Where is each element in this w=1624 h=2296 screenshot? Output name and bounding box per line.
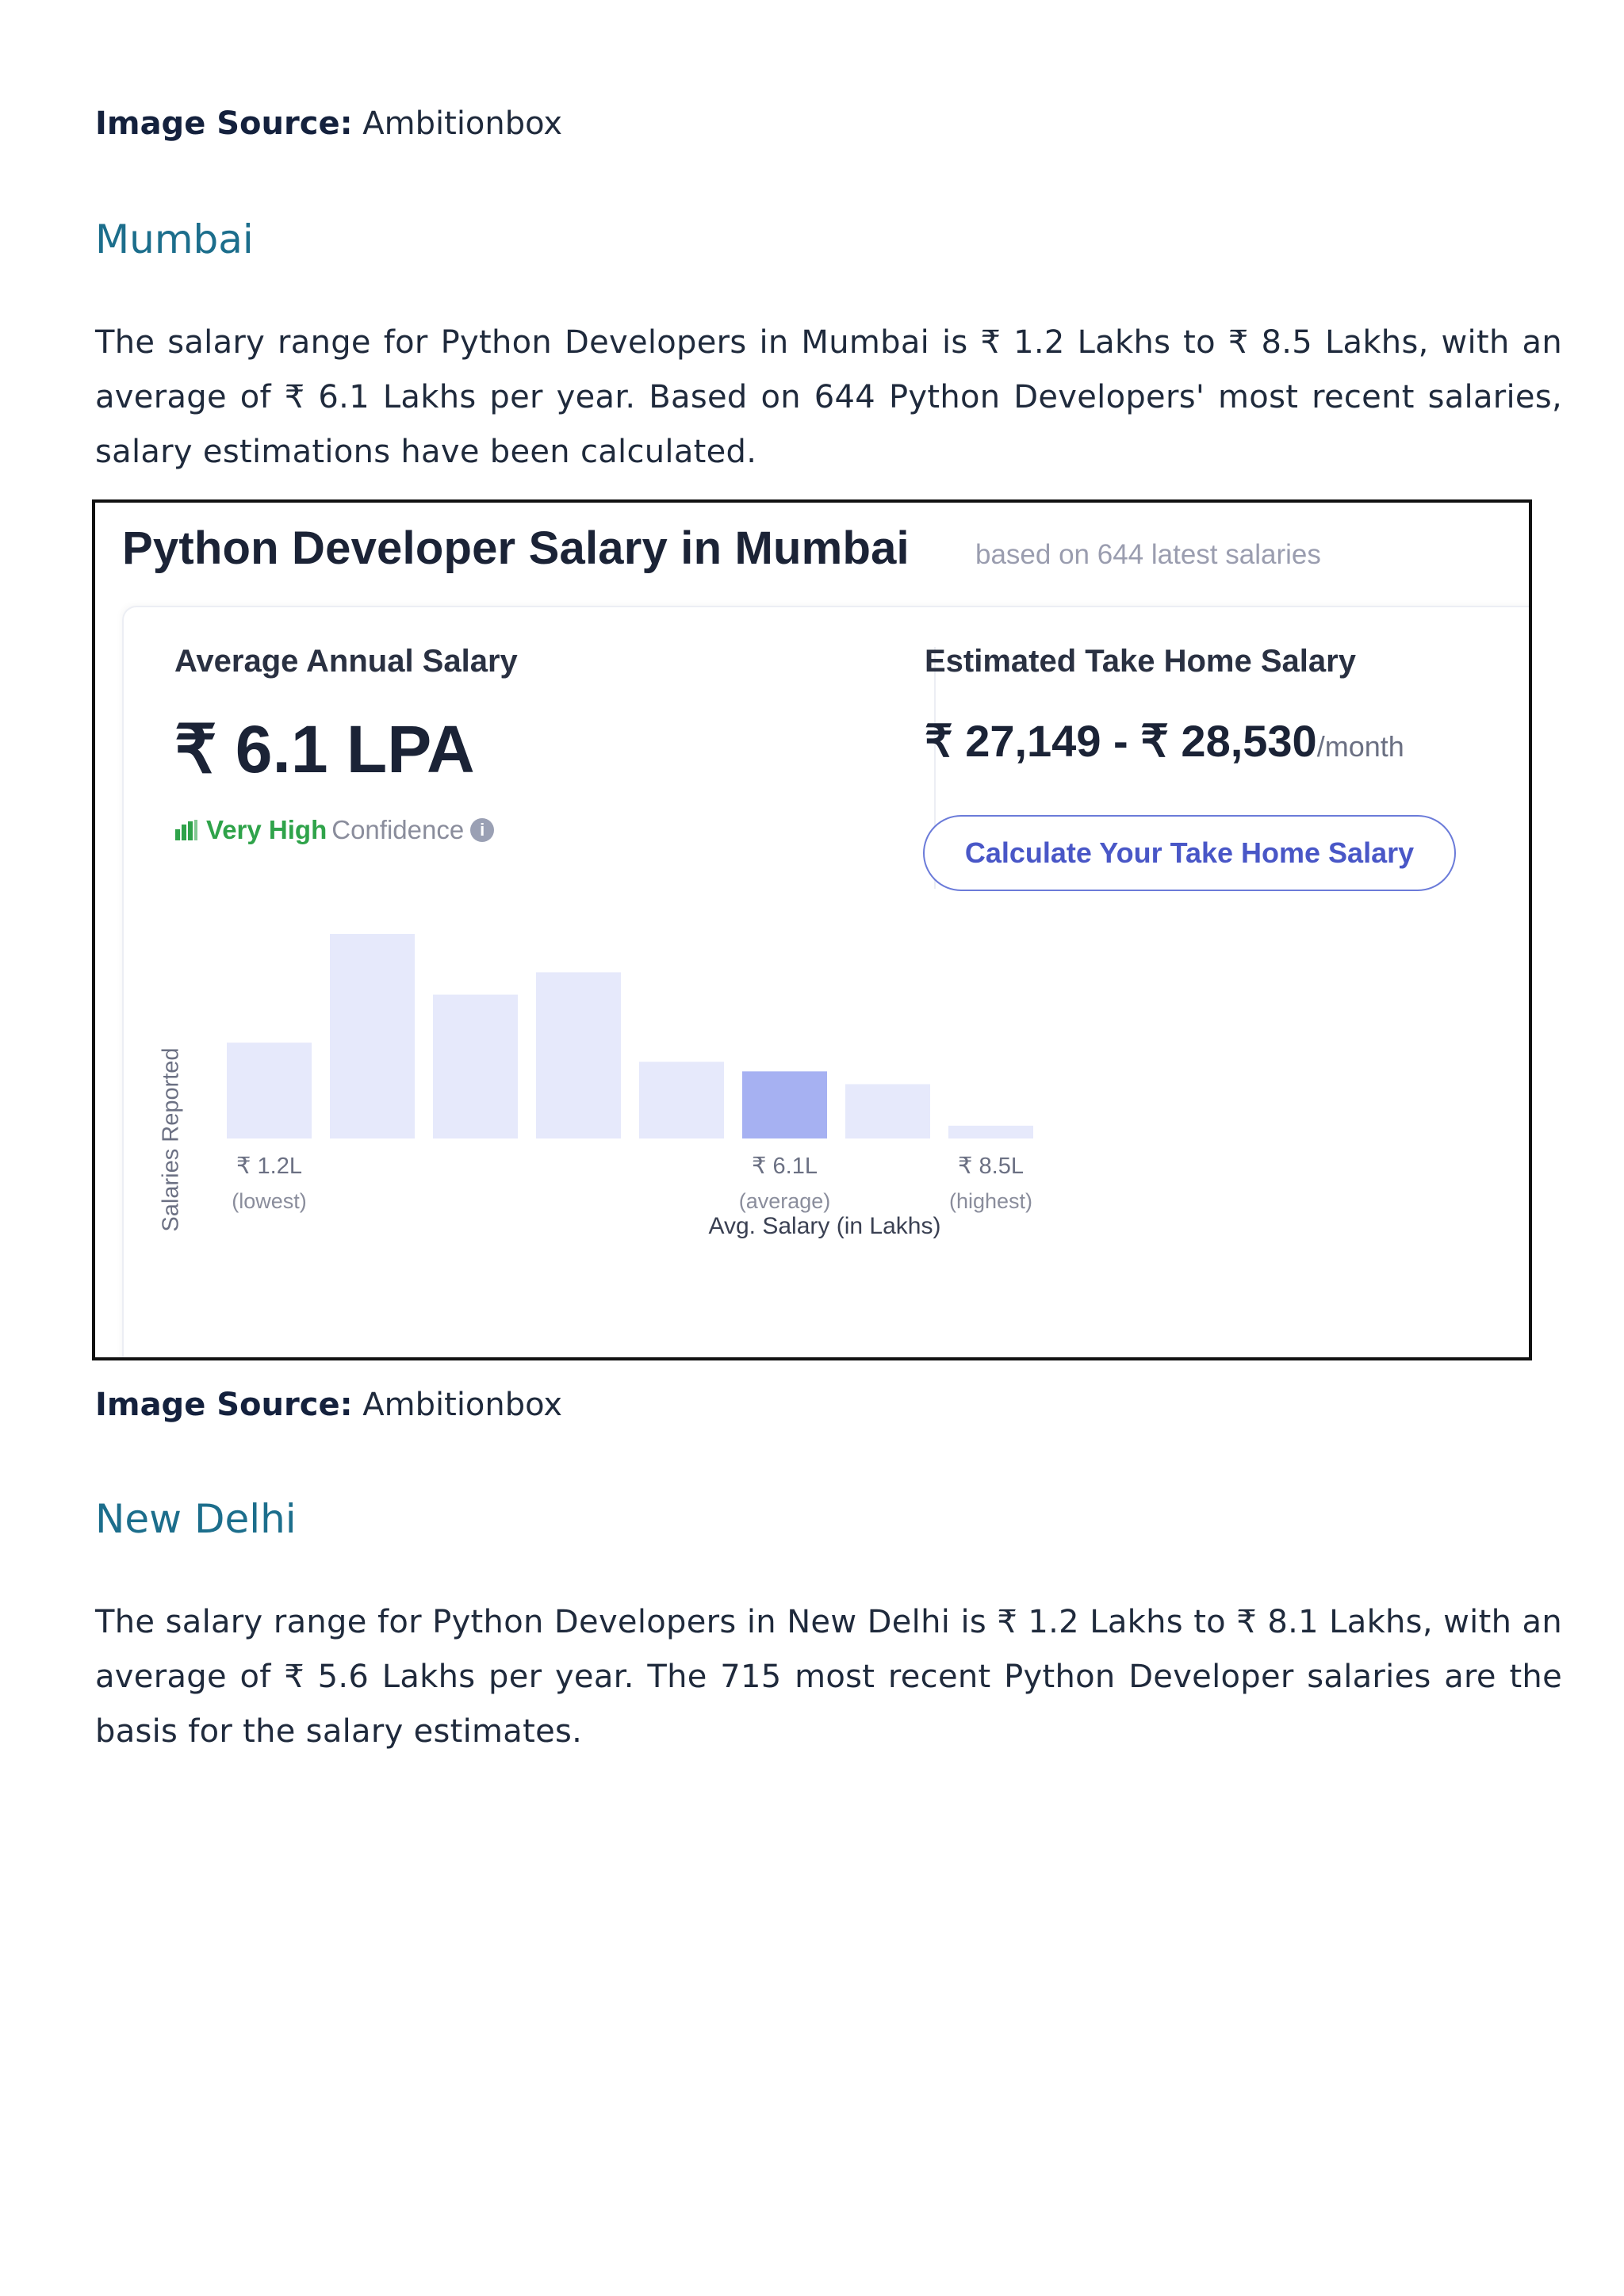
histogram-bar <box>845 1084 930 1138</box>
source-label: Image Source: <box>95 105 353 142</box>
card-title: Python Developer Salary in Mumbai <box>122 522 910 574</box>
avg-salary-value: ₹ 6.1 LPA <box>174 712 475 786</box>
takehome-unit: /month <box>1316 730 1404 763</box>
x-tick-note: (average) <box>738 1189 831 1213</box>
histogram-bar <box>639 1062 724 1138</box>
x-tick-label: ₹ 6.1L <box>752 1154 818 1179</box>
x-tick-note: (highest) <box>948 1189 1033 1213</box>
calculate-takehome-button[interactable]: Calculate Your Take Home Salary <box>923 815 1456 891</box>
confidence-level: Very High <box>206 815 327 844</box>
x-tick-label: ₹ 1.2L <box>236 1154 302 1179</box>
histogram-bar <box>227 1043 312 1138</box>
section-heading-mumbai: Mumbai <box>95 216 254 262</box>
card-subtitle: based on 644 latest salaries <box>975 539 1321 570</box>
image-source-top <box>95 101 1562 146</box>
histogram-bar <box>536 972 621 1138</box>
x-tick-note: (lowest) <box>232 1189 307 1213</box>
avg-salary-label: Average Annual Salary <box>174 644 518 679</box>
histogram-bar <box>948 1126 1033 1138</box>
image-source-mid <box>95 1383 1562 1427</box>
paragraph-new-delhi: The salary range for Python Developers in New Delhi is ₹ 1.2 Lakhs to ₹ 8.1 Lakhs, with an average of ₹ 5.6 Lakhs per year. The 715 most recent Python Developer salaries are the basis for the salary estimates. <box>95 1604 1562 1750</box>
source-label: Image Source: <box>95 1387 353 1423</box>
histogram-bar <box>433 995 518 1138</box>
paragraph-mumbai: The salary range for Python Developers in Mumbai is ₹ 1.2 Lakhs to ₹ 8.5 Lakhs, with an average of ₹ 6.1 Lakhs per year. Based on 644 Python Developers' most recent salaries, salary estimations have been calculated. <box>95 324 1562 470</box>
salary-panel <box>122 606 1532 1360</box>
x-tick-label: ₹ 8.5L <box>958 1154 1024 1179</box>
x-axis-label: Avg. Salary (in Lakhs) <box>708 1213 941 1239</box>
source-value: Ambitionbox <box>362 105 563 142</box>
takehome-label: Estimated Take Home Salary <box>925 644 1356 679</box>
histogram-bar <box>742 1071 827 1138</box>
histogram-bar <box>330 934 415 1138</box>
section-heading-new-delhi: New Delhi <box>95 1496 297 1542</box>
y-axis-label: Salaries Reported <box>158 1047 184 1232</box>
confidence-text: Confidence <box>331 815 465 844</box>
salary-screenshot <box>92 499 1532 1360</box>
source-value: Ambitionbox <box>362 1387 563 1423</box>
takehome-range: ₹ 27,149 - ₹ 28,530 <box>925 716 1317 766</box>
salary-histogram <box>124 607 1519 1321</box>
info-icon[interactable]: i <box>470 818 494 842</box>
